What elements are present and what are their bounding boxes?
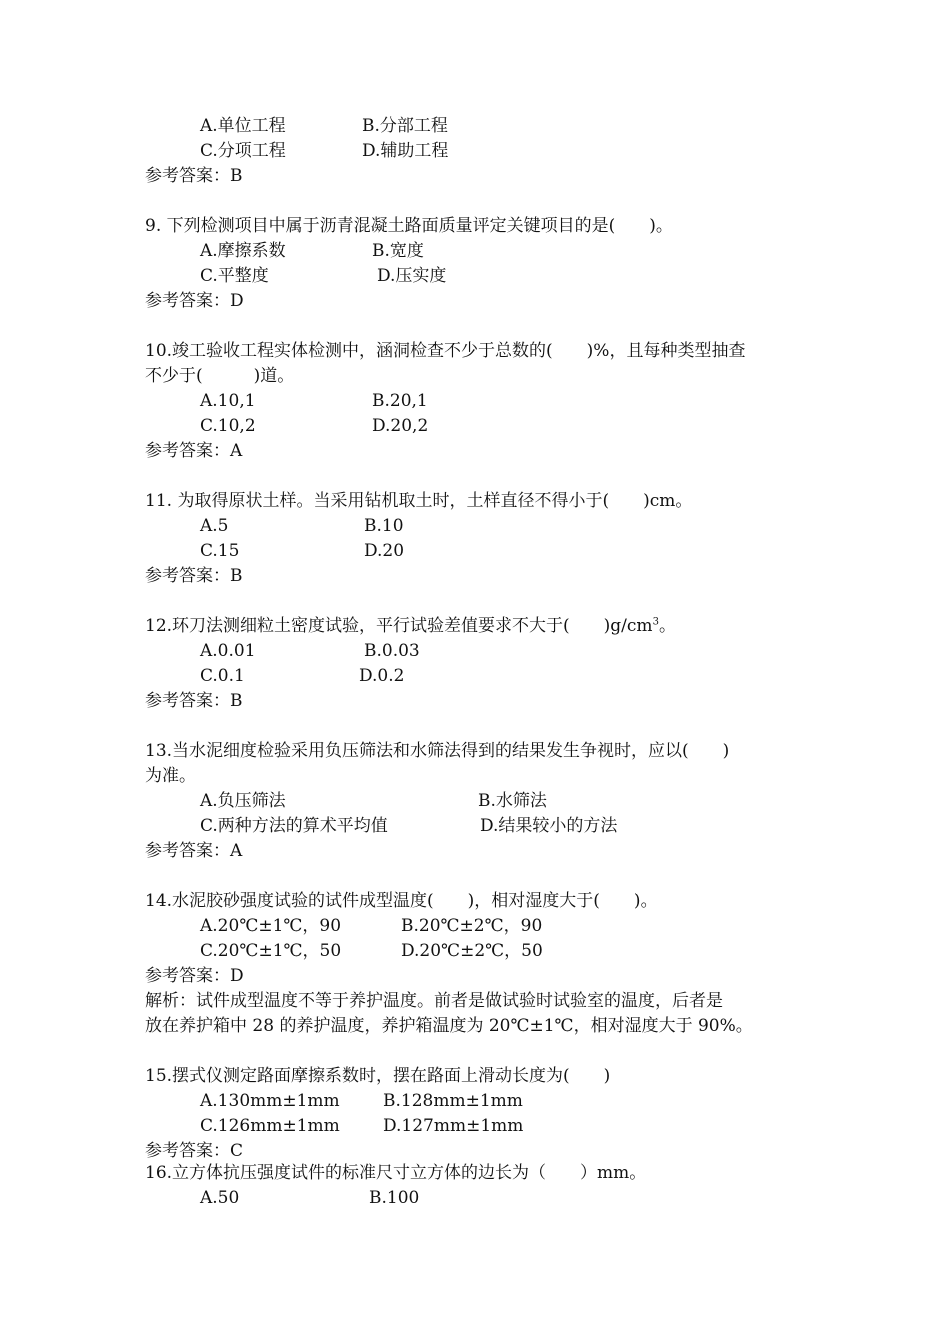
q12-stem-end: 。 xyxy=(658,616,676,636)
q12-stem-text: 12.环刀法测细粒土密度试验，平行试验差值要求不大于( )g/cm xyxy=(145,616,653,636)
q10-option-c: C.10,2 xyxy=(200,416,256,436)
q13-stem-line1: 13.当水泥细度检验采用负压筛法和水筛法得到的结果发生争视时，应以( ) xyxy=(145,741,730,761)
q9-option-a: A.摩擦系数 xyxy=(200,241,286,261)
q11-answer: 参考答案：B xyxy=(145,566,243,586)
q13-option-c: C.两种方法的算术平均值 xyxy=(200,816,388,836)
q8-option-b: B.分部工程 xyxy=(362,116,448,136)
q11-option-c: C.15 xyxy=(200,541,240,561)
q14-option-d: D.20℃±2℃，50 xyxy=(401,941,543,961)
q13-option-a: A.负压筛法 xyxy=(200,791,286,811)
q11-option-b: B.10 xyxy=(364,516,404,536)
q14-option-a: A.20℃±1℃，90 xyxy=(200,916,342,936)
q15-option-c: C.126mm±1mm xyxy=(200,1116,340,1136)
q10-option-b: B.20,1 xyxy=(372,391,428,411)
q14-option-b: B.20℃±2℃，90 xyxy=(401,916,543,936)
q9-option-c: C.平整度 xyxy=(200,266,269,286)
q14-option-c: C.20℃±1℃，50 xyxy=(200,941,342,961)
q11-option-d: D.20 xyxy=(364,541,405,561)
q8-option-d: D.辅助工程 xyxy=(362,141,449,161)
q12-answer: 参考答案：B xyxy=(145,691,243,711)
q10-option-d: D.20,2 xyxy=(372,416,429,436)
q14-stem: 14.水泥胶砂强度试验的试件成型温度( )，相对湿度大于( )。 xyxy=(145,891,658,911)
q12-stem-superscript: 3 xyxy=(652,616,659,628)
q15-option-a: A.130mm±1mm xyxy=(200,1091,340,1111)
q9-option-d: D.压实度 xyxy=(377,266,447,286)
q9-stem: 9. 下列检测项目中属于沥青混凝土路面质量评定关键项目的是( )。 xyxy=(145,216,673,236)
q9-answer: 参考答案：D xyxy=(145,291,244,311)
q9-option-b: B.宽度 xyxy=(372,241,424,261)
q15-answer: 参考答案：C xyxy=(145,1141,244,1161)
q10-answer: 参考答案：A xyxy=(145,441,243,461)
q10-option-a: A.10,1 xyxy=(200,391,256,411)
q13-option-b: B.水筛法 xyxy=(478,791,547,811)
q8-option-a: A.单位工程 xyxy=(200,116,286,136)
q12-option-a: A.0.01 xyxy=(200,641,256,661)
q12-option-b: B.0.03 xyxy=(364,641,420,661)
q14-answer: 参考答案：D xyxy=(145,966,244,986)
q16-option-a: A.50 xyxy=(200,1188,240,1208)
q13-option-d: D.结果较小的方法 xyxy=(480,816,618,836)
q10-stem-line2: 不少于( )道。 xyxy=(145,366,295,386)
q15-option-b: B.128mm±1mm xyxy=(383,1091,523,1111)
q14-analysis-line1: 解析：试件成型温度不等于养护温度。前者是做试验时试验室的温度，后者是 xyxy=(145,991,723,1011)
q10-stem-line1: 10.竣工验收工程实体检测中，涵洞检查不少于总数的( )%，且每种类型抽查 xyxy=(145,341,746,361)
q16-stem: 16.立方体抗压强度试件的标准尺寸立方体的边长为（ ）mm。 xyxy=(145,1163,647,1183)
q11-option-a: A.5 xyxy=(200,516,229,536)
q15-option-d: D.127mm±1mm xyxy=(383,1116,524,1136)
q11-stem: 11. 为取得原状土样。当采用钻机取土时，土样直径不得小于( )cm。 xyxy=(145,491,693,511)
q12-option-c: C.0.1 xyxy=(200,666,245,686)
q8-answer: 参考答案：B xyxy=(145,166,243,186)
q13-stem-line2: 为准。 xyxy=(145,766,196,786)
q16-option-b: B.100 xyxy=(369,1188,420,1208)
q12-option-d: D.0.2 xyxy=(359,666,405,686)
q8-option-c: C.分项工程 xyxy=(200,141,286,161)
q15-stem: 15.摆式仪测定路面摩擦系数时，摆在路面上滑动长度为( ) xyxy=(145,1066,611,1086)
q12-stem xyxy=(145,615,676,637)
q13-answer: 参考答案：A xyxy=(145,841,243,861)
q14-analysis-line2: 放在养护箱中 28 的养护温度，养护箱温度为 20℃±1℃，相对湿度大于 90%。 xyxy=(145,1016,753,1036)
